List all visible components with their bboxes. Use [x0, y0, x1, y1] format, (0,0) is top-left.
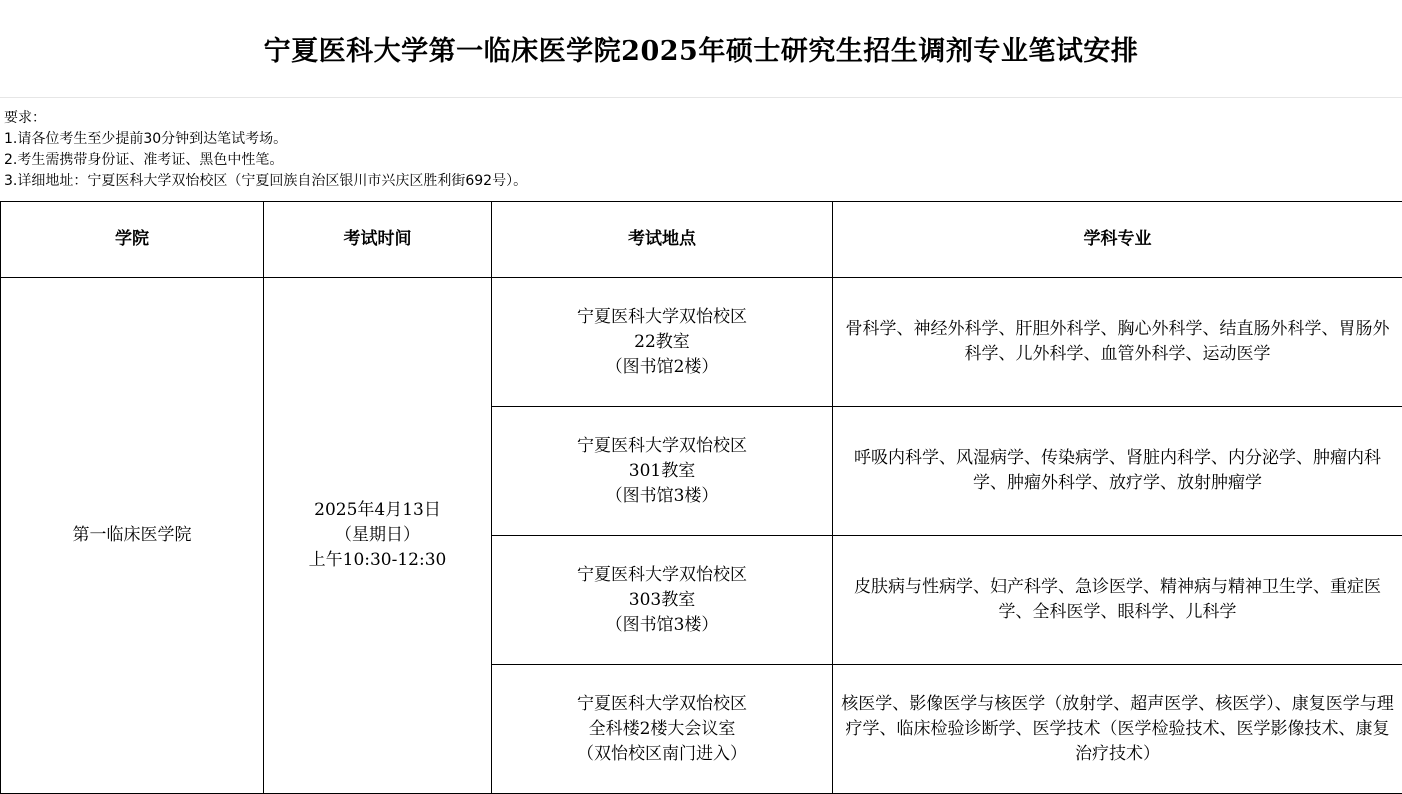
notes-heading: 要求： [4, 110, 46, 126]
majors-cell: 骨科学、神经外科学、肝胆外科学、胸心外科学、结直肠外科学、胃肠外科学、儿外科学、血管外科学、运动医学 [833, 278, 1402, 407]
majors-cell: 皮肤病与性病学、妇产科学、急诊医学、精神病与精神卫生学、重症医学、全科医学、眼科学、儿科学 [833, 536, 1402, 665]
exam-weekday: （星期日） [335, 525, 420, 545]
page-title: 宁夏医科大学第一临床医学院2025年硕士研究生招生调剂专业笔试安排 [263, 36, 1139, 67]
note-item-1: 1.请各位考生至少提前30分钟到达笔试考场。 [4, 131, 288, 147]
location-room: 全科楼2楼大会议室 [588, 718, 736, 739]
location-note: （图书馆3楼） [605, 614, 719, 635]
location-cell [492, 665, 833, 794]
majors-cell: 核医学、影像医学与核医学（放射学、超声医学、核医学）、康复医学与理疗学、临床检验诊断学、医学技术（医学检验技术、医学影像技术、康复治疗技术） [833, 665, 1402, 794]
header-exam-location: 考试地点 [492, 202, 833, 278]
location-cell [492, 407, 833, 536]
location-room: 22教室 [634, 331, 690, 352]
location-room: 301教室 [628, 460, 696, 481]
location-campus: 宁夏医科大学双怡校区 [577, 564, 747, 585]
majors-cell: 呼吸内科学、风湿病学、传染病学、肾脏内科学、内分泌学、肿瘤内科学、肿瘤外科学、放疗学、放射肿瘤学 [833, 407, 1402, 536]
exam-schedule-table [0, 201, 1402, 794]
location-campus: 宁夏医科大学双怡校区 [577, 693, 747, 714]
exam-time-cell [264, 278, 492, 794]
exam-hours: 上午10:30-12:30 [308, 550, 447, 570]
header-majors: 学科专业 [833, 202, 1402, 278]
location-cell [492, 278, 833, 407]
header-college: 学院 [1, 202, 264, 278]
table-header-row [1, 202, 1402, 278]
exam-date: 2025年4月13日 [314, 500, 441, 520]
college-cell: 第一临床医学院 [1, 278, 264, 794]
location-note: （图书馆2楼） [605, 356, 719, 377]
requirements-notes [4, 108, 527, 192]
header-exam-time: 考试时间 [264, 202, 492, 278]
note-item-3: 3.详细地址：宁夏医科大学双怡校区（宁夏回族自治区银川市兴庆区胜利街692号）。 [4, 173, 528, 189]
location-note: （双怡校区南门进入） [577, 743, 747, 764]
location-room: 303教室 [628, 589, 696, 610]
location-campus: 宁夏医科大学双怡校区 [577, 435, 747, 456]
location-campus: 宁夏医科大学双怡校区 [577, 306, 747, 327]
title-bar [0, 0, 1402, 98]
table-row [1, 278, 1402, 407]
note-item-2: 2.考生需携带身份证、准考证、黑色中性笔。 [4, 152, 284, 168]
location-note: （图书馆3楼） [605, 485, 719, 506]
location-cell [492, 536, 833, 665]
